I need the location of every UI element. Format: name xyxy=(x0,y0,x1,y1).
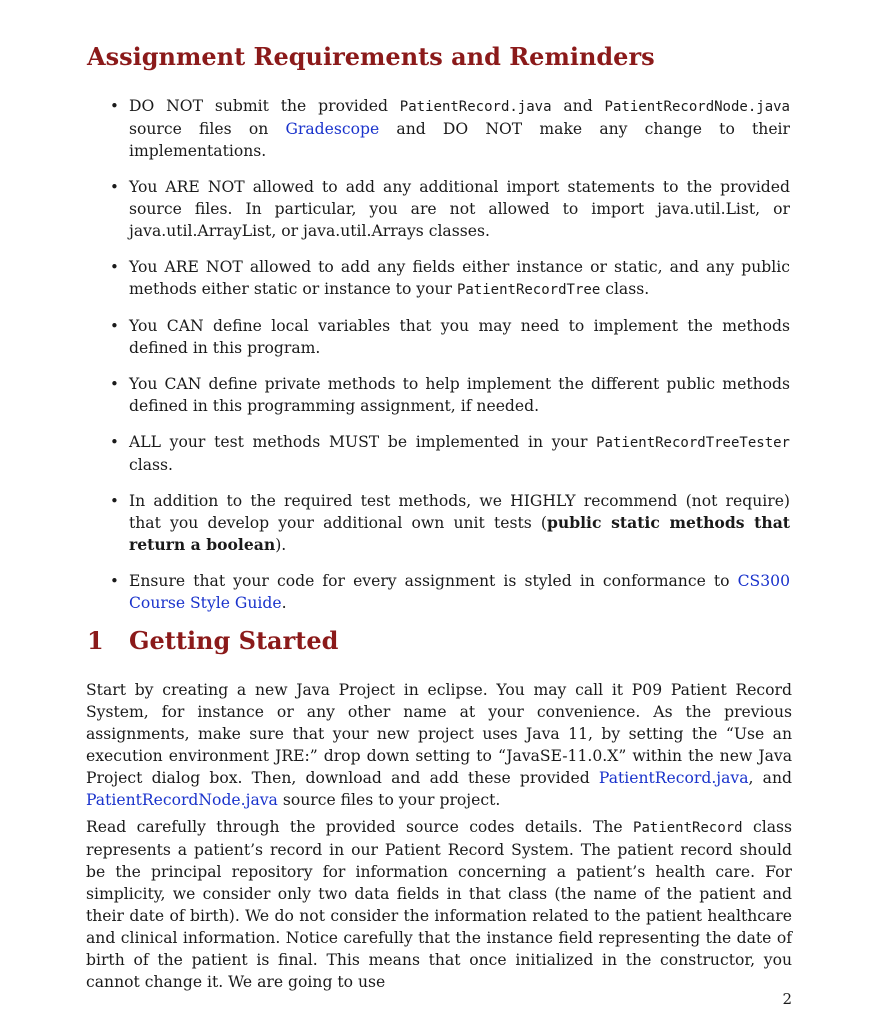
section-heading-requirements: Assignment Requirements and Reminders xyxy=(87,42,655,71)
bullet-text: You ARE NOT allowed to add any fields either instance or static, and any public methods either static or instance to your xyxy=(129,258,790,298)
patientrecordnode-java-link[interactable]: PatientRecordNode.java xyxy=(86,791,278,809)
bullet-text: source files on xyxy=(129,120,286,138)
code-classname: PatientRecordTree xyxy=(456,282,601,298)
section-heading-getting-started xyxy=(87,626,338,655)
list-item xyxy=(110,176,790,242)
bullet-text: You CAN define private methods to help implement the different public methods defined in this programming assignment, if needed. xyxy=(129,375,790,415)
bullet-icon: • xyxy=(110,97,119,115)
code-classname: PatientRecord xyxy=(633,820,743,836)
list-item xyxy=(110,490,790,556)
paragraph-text: class represents a patient’s record in our Patient Record System. The patient record should be the principal repository for information concerning a patient’s health care. For simplicity, we consider only two data fields in that class (the name of the patient and their date of birth). We do not consider the information related to the patient healthcare and clinical information. Notice carefully that the instance field representing the date of birth of the patient is final. This means that once initialized in the constructor, you cannot change it. We are going to use xyxy=(86,818,793,991)
style-guide-link[interactable]: CS300 Course Style Guide xyxy=(129,572,790,612)
list-item xyxy=(110,570,790,614)
paragraph-text: Read carefully through the provided source codes details. The xyxy=(86,818,634,836)
bullet-text: You CAN define local variables that you may need to implement the methods defined in this program. xyxy=(129,317,790,357)
section-title-text: Getting Started xyxy=(129,626,339,655)
bullet-icon: • xyxy=(110,572,119,590)
bullet-text: Ensure that your code for every assignment is styled in conformance to xyxy=(129,572,738,590)
bullet-icon: • xyxy=(110,375,119,393)
paragraph-text: source files to your project. xyxy=(277,791,501,809)
bullet-icon: • xyxy=(110,258,119,276)
list-item xyxy=(110,95,790,162)
list-item xyxy=(110,256,790,301)
bullet-text: In addition to the required test methods, we HIGHLY recommend (not require) that you develop your additional own unit tests ( xyxy=(129,492,790,532)
patientrecord-java-link[interactable]: PatientRecord.java xyxy=(598,769,749,787)
list-item xyxy=(110,315,790,359)
list-item xyxy=(110,373,790,417)
bullet-text: You ARE NOT allowed to add any additional import statements to the provided source files. In particular, you are not allowed to import java.util.List, or java.util.ArrayList, or java.util.Arrays classes. xyxy=(129,178,790,240)
bullet-text: and xyxy=(551,97,605,115)
bullet-icon: • xyxy=(110,317,119,335)
code-filename: PatientRecordNode.java xyxy=(604,99,790,115)
list-item xyxy=(110,431,790,476)
bullet-icon: • xyxy=(110,433,119,451)
bullet-text: . xyxy=(281,594,287,612)
requirements-list xyxy=(110,95,790,628)
bold-text: public static methods that return a boolean xyxy=(129,513,791,554)
paragraph-getting-started xyxy=(86,679,792,811)
code-classname: PatientRecordTreeTester xyxy=(596,435,790,451)
code-filename: PatientRecord.java xyxy=(399,99,552,115)
paragraph-source-details xyxy=(86,816,792,993)
bullet-text: DO NOT submit the provided xyxy=(129,97,400,115)
bullet-icon: • xyxy=(110,178,119,196)
paragraph-text: Start by creating a new Java Project in eclipse. You may call it P09 Patient Record System, for instance or any other name at your convenience. As the previous assignments, make sure that your new project uses Java 11, by setting the “Use an execution environment JRE:” drop down setting to “JavaSE-11.0.X” within the new Java Project dialog box. Then, download and add these provided xyxy=(86,681,792,787)
paragraph-text: , and xyxy=(748,769,792,787)
section-number: 1 xyxy=(87,626,104,655)
bullet-text: ). xyxy=(275,536,287,554)
bullet-text: class. xyxy=(129,456,173,474)
gradescope-link[interactable]: Gradescope xyxy=(285,120,380,138)
bullet-text: class. xyxy=(600,280,650,298)
bullet-text: and DO NOT make any change to their implementations. xyxy=(129,120,790,160)
bullet-icon: • xyxy=(110,492,119,510)
page-number: 2 xyxy=(782,990,792,1008)
bullet-text: ALL your test methods MUST be implemented in your xyxy=(129,433,597,451)
